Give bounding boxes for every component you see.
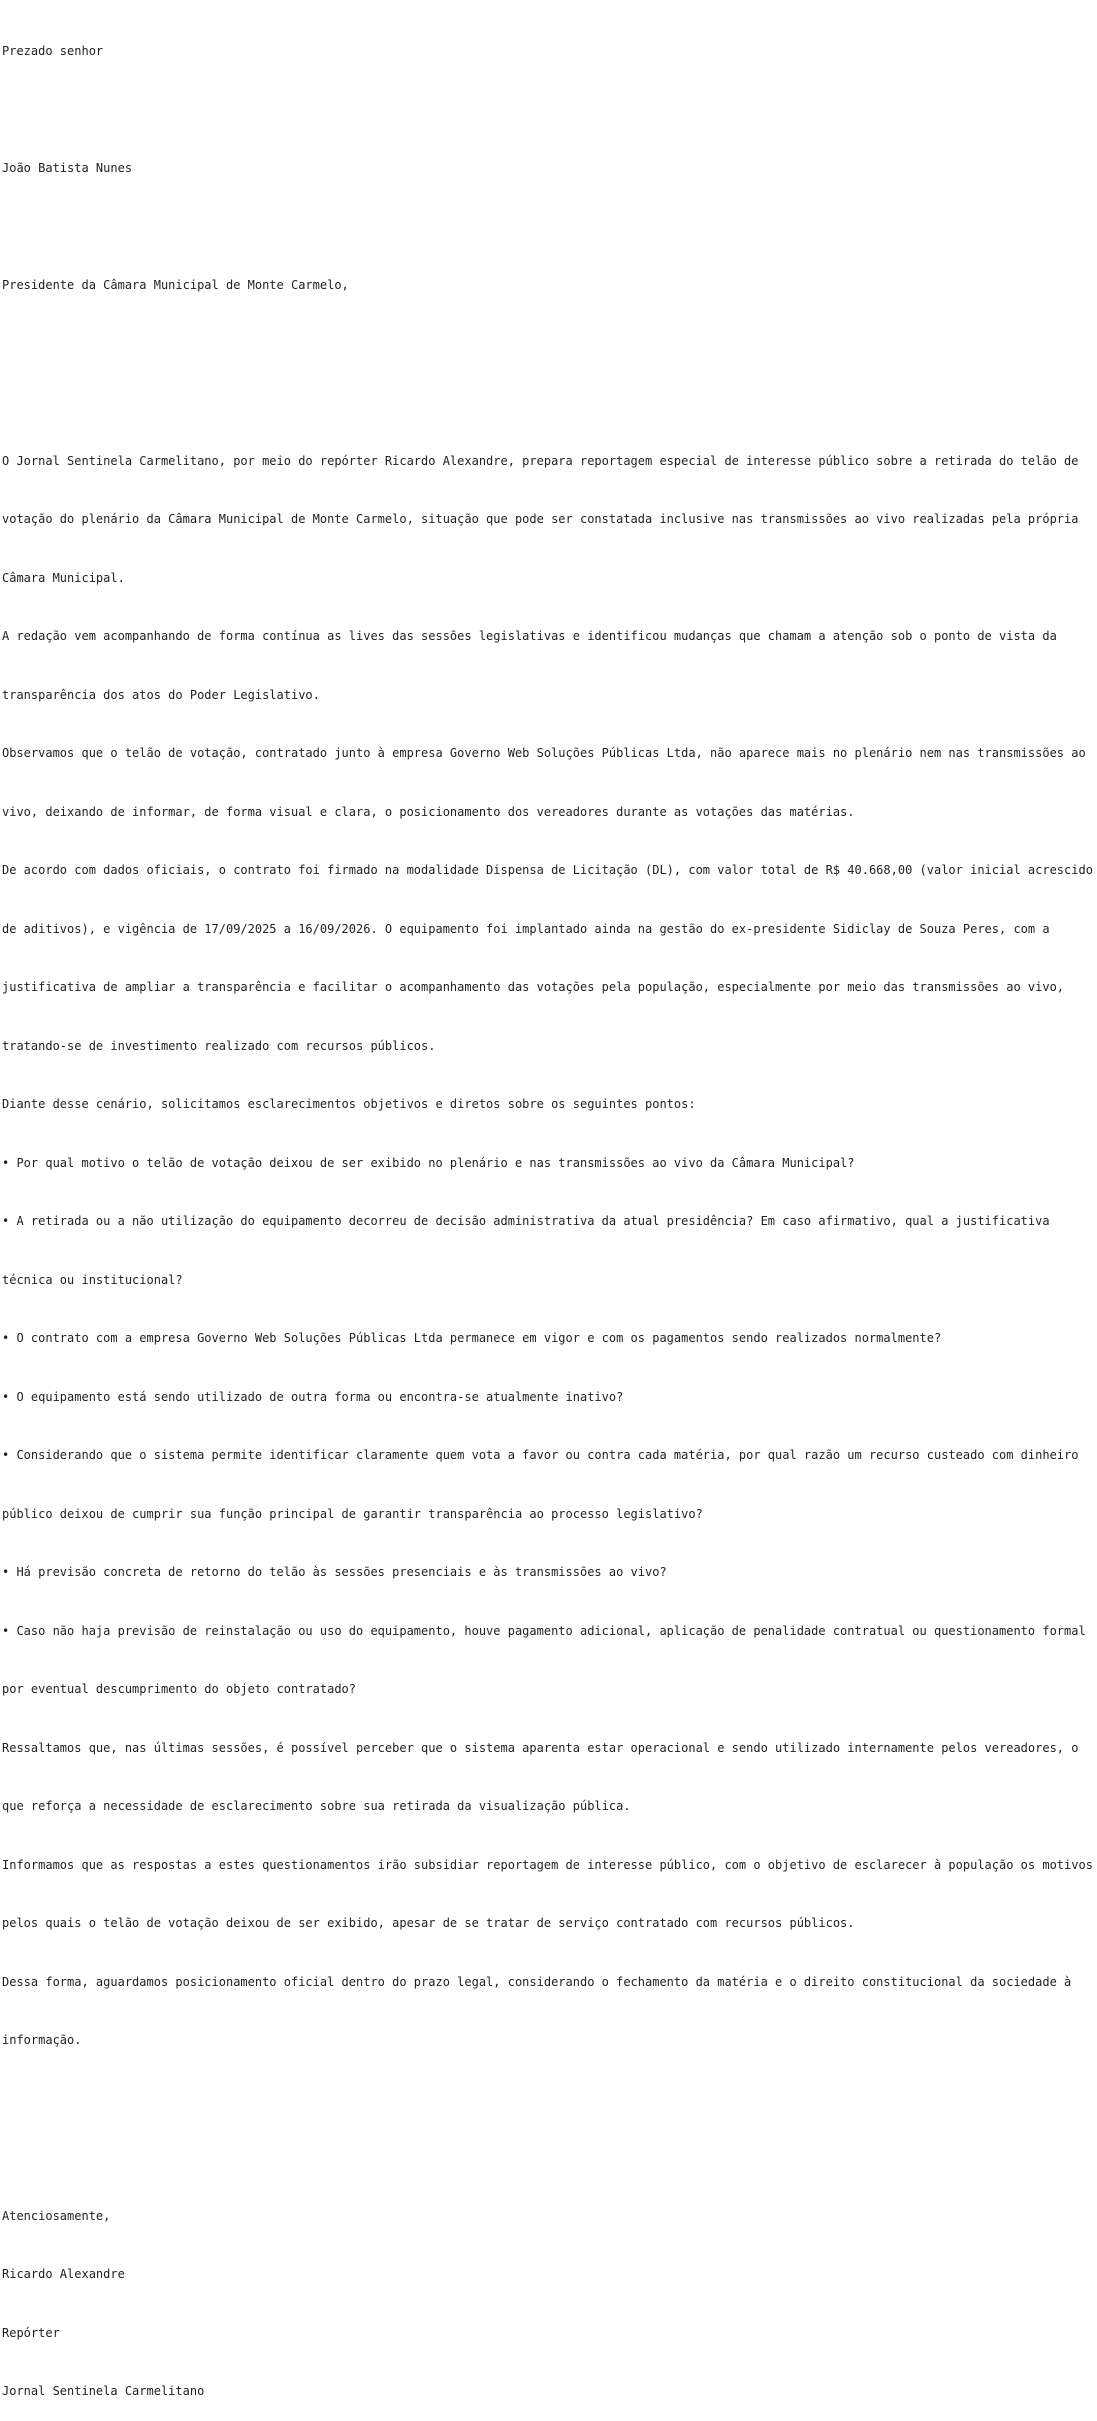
- bullet-item: • A retirada ou a não utilização do equipamento decorreu de decisão administrativa da atual presidência? Em caso afirmativo, qual a justificativa: [2, 1214, 1050, 1228]
- body-line: Ressaltamos que, nas últimas sessões, é possível perceber que o sistema aparenta estar operacional e sendo utilizado internamente pelos vereadores, o: [2, 1740, 1079, 1755]
- body-line: pelos quais o telão de votação deixou de ser exibido, apesar de se tratar de serviço contratado com recursos públicos.: [2, 1916, 855, 1930]
- body-line: Dessa forma, aguardamos posicionamento oficial dentro do prazo legal, considerando o fechamento da matéria e o direito constitucional da sociedade à: [2, 1974, 1072, 1989]
- body-line: justificativa de ampliar a transparência e facilitar o acompanhamento das votações pela população, especialmente por meio das transmissões ao vivo,: [2, 980, 1065, 994]
- body-line: O Jornal Sentinela Carmelitano, por meio do repórter Ricardo Alexandre, prepara reportagem especial de interesse público sobre a retirada do telão de: [2, 453, 1079, 468]
- bullet-item: • Caso não haja previsão de reinstalação ou uso do equipamento, houve pagamento adicional, aplicação de penalidade contratual ou questionamento formal: [2, 1623, 1086, 1638]
- spacer: [2, 335, 1094, 355]
- body-line: transparência dos atos do Poder Legislativo.: [2, 687, 320, 702]
- greeting: Prezado senhor: [2, 44, 104, 58]
- recipient-name: João Batista Nunes: [2, 161, 133, 175]
- body-line: Informamos que as respostas a estes questionamentos irão subsidiar reportagem de interesse público, com o objetivo de esclarecer à população os motivos: [2, 1857, 1093, 1872]
- body-line: De acordo com dados oficiais, o contrato foi firmado na modalidade Dispensa de Licitação (DL), com valor total de R$ 40.668,00 (valor inicial acrescido: [2, 863, 1093, 877]
- body-line: Observamos que o telão de votação, contratado junto à empresa Governo Web Soluções Públicas Ltda, não aparece mais no plenário nem nas transmissões ao: [2, 746, 1086, 760]
- bullet-item: • O contrato com a empresa Governo Web Soluções Públicas Ltda permanece em vigor e com os pagamentos sendo realizados normalmente?: [2, 1331, 942, 1345]
- body-line: informação.: [2, 2033, 82, 2047]
- letter-body: [2, 413, 1094, 2090]
- spacer: [2, 101, 1094, 121]
- signature-name: Ricardo Alexandre: [2, 2267, 125, 2281]
- bullet-item: • O equipamento está sendo utilizado de outra forma ou encontra-se atualmente inativo?: [2, 1389, 624, 1404]
- bullet-item-continuation: público deixou de cumprir sua função principal de garantir transparência ao processo legislativo?: [2, 1506, 703, 1521]
- bullet-item: • Há previsão concreta de retorno do telão às sessões presenciais e às transmissões ao vivo?: [2, 1565, 667, 1579]
- bullet-item: • Por qual motivo o telão de votação deixou de ser exibido no plenário e nas transmissões ao vivo da Câmara Municipal?: [2, 1155, 855, 1170]
- signature-role: Repórter: [2, 2325, 60, 2340]
- bullet-item-continuation: técnica ou institucional?: [2, 1272, 183, 1287]
- spacer: [2, 218, 1094, 238]
- body-line: Câmara Municipal.: [2, 570, 125, 585]
- recipient-title: Presidente da Câmara Municipal de Monte Carmelo,: [2, 278, 349, 292]
- closing: Atenciosamente,: [2, 2208, 111, 2223]
- body-line: votação do plenário da Câmara Municipal de Monte Carmelo, situação que pode ser constatada inclusive nas transmissões ao vivo realizadas pela própria: [2, 512, 1079, 526]
- bullet-item-continuation: por eventual descumprimento do objeto contratado?: [2, 1682, 357, 1696]
- body-line: de aditivos), e vigência de 17/09/2025 a 16/09/2026. O equipamento foi implantado ainda na gestão do ex-presidente Sidiclay de Souza Peres, com a: [2, 921, 1050, 936]
- signature-organization: Jornal Sentinela Carmelitano: [2, 2384, 205, 2398]
- body-line: A redação vem acompanhando de forma contínua as lives das sessões legislativas e identificou mudanças que chamam a atenção sob o ponto de vista da: [2, 629, 1057, 643]
- body-line: Diante desse cenário, solicitamos esclarecimentos objetivos e diretos sobre os seguintes pontos:: [2, 1097, 696, 1111]
- bullet-item: • Considerando que o sistema permite identificar claramente quem vota a favor ou contra cada matéria, por qual razão um recurso custeado com dinheiro: [2, 1448, 1079, 1462]
- spacer: [2, 2148, 1094, 2168]
- body-line: que reforça a necessidade de esclarecimento sobre sua retirada da visualização pública.: [2, 1799, 631, 1813]
- body-line: vivo, deixando de informar, de forma visual e clara, o posicionamento dos vereadores durante as votações das matérias.: [2, 804, 855, 819]
- body-line: tratando-se de investimento realizado com recursos públicos.: [2, 1038, 436, 1053]
